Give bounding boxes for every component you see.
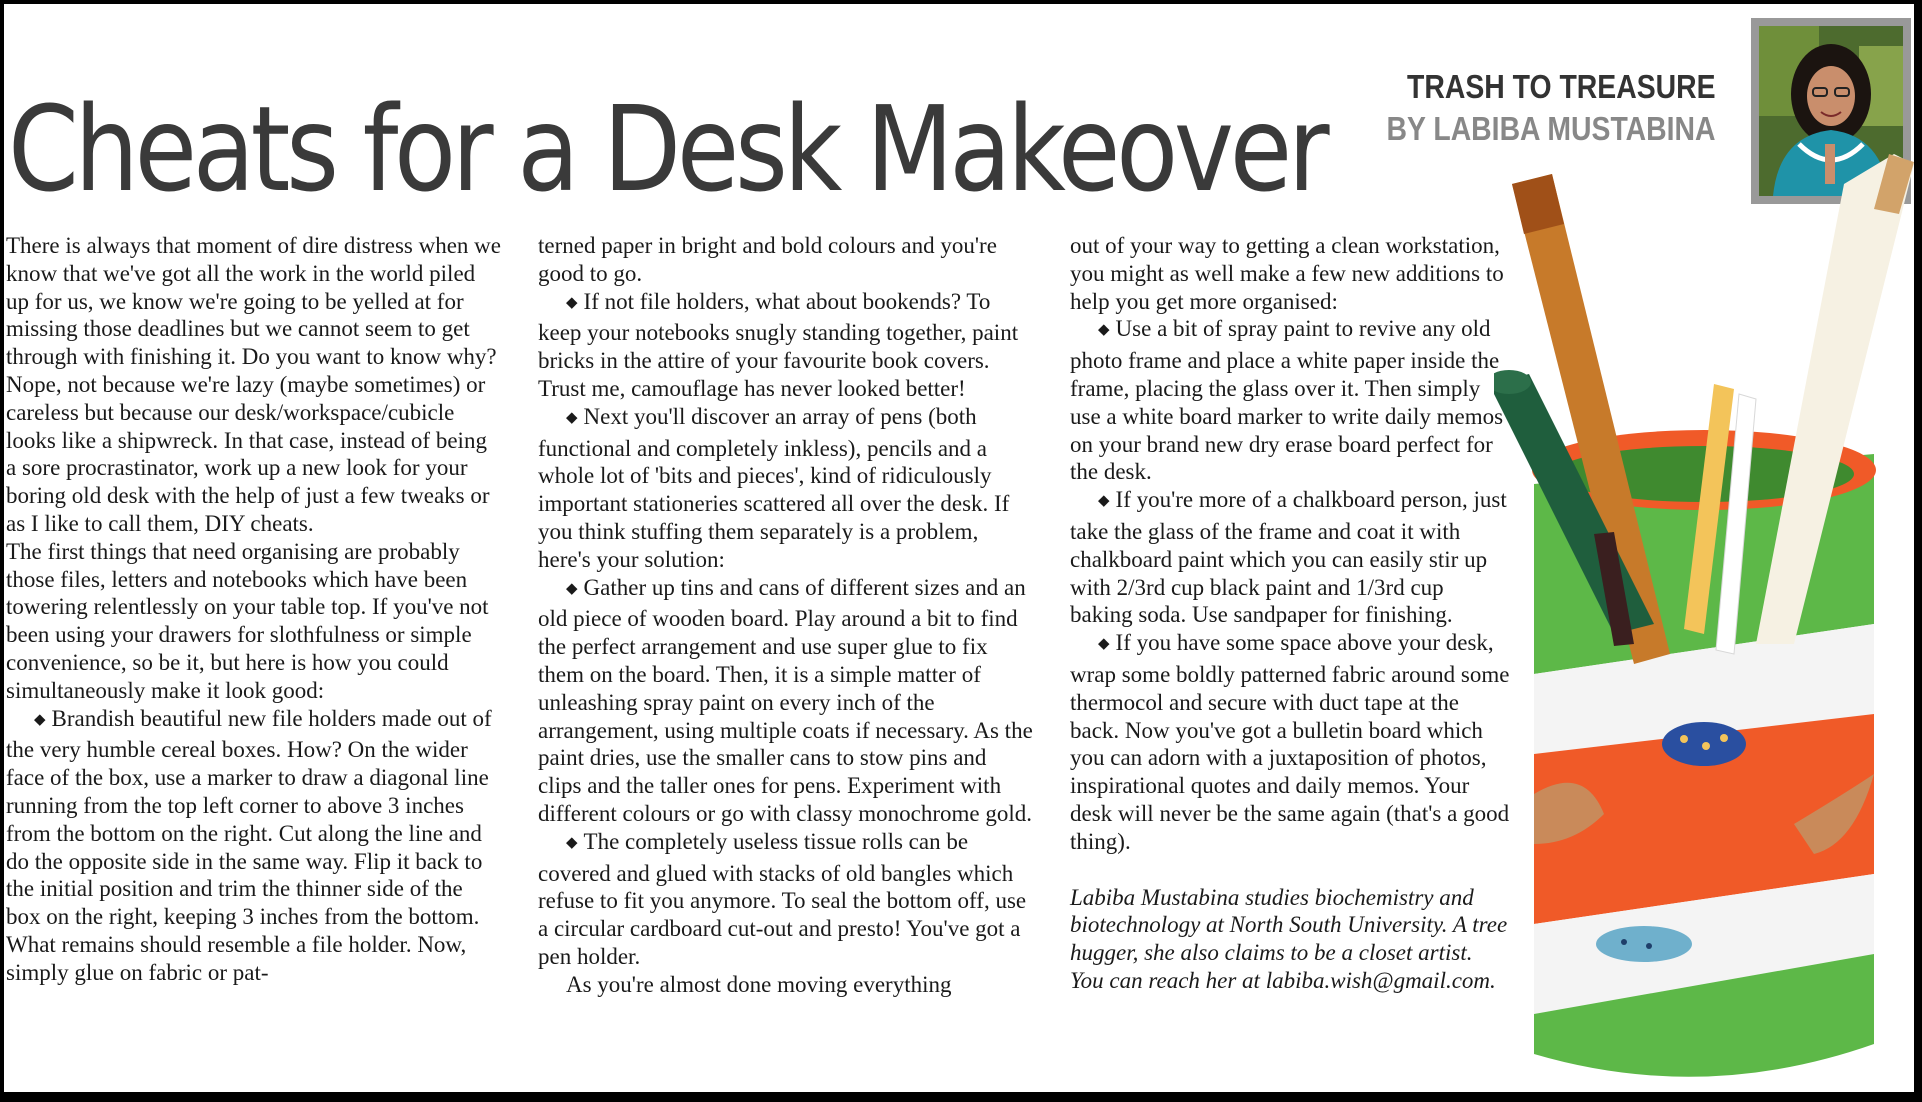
bullet-icon: ◆ — [1098, 636, 1110, 653]
newspaper-page — [4, 4, 1914, 1092]
paragraph-text: If not file holders, what about bookends? To keep your notebooks snugly standing together, paint bricks in the attire of your favourite book covers. Trust me, camouflage has never looked better! — [538, 288, 1019, 401]
paragraph — [6, 538, 501, 705]
article-column-1 — [6, 232, 501, 987]
article-column-2 — [538, 232, 1033, 999]
bullet-icon: ◆ — [34, 711, 46, 728]
paragraph — [1070, 232, 1510, 315]
paragraph — [538, 971, 1033, 999]
bullet-icon: ◆ — [1098, 493, 1110, 510]
byline-block — [1387, 66, 1716, 150]
paragraph-text: As you're almost done moving everything — [566, 971, 952, 997]
paragraph-text: The completely useless tissue rolls can be covered and glued with stacks of old bangles which refuse to fit you anymore. To seal the bottom off, use a circular cardboard cut-out and presto! You've got a pen holder. — [538, 828, 1027, 969]
bullet-icon: ◆ — [1098, 322, 1110, 339]
paragraph-text: If you have some space above your desk, wrap some boldly patterned fabric around some thermocol and secure with duct tape at the back. Now you've got a bulletin board which you can adorn with a juxtaposition of photos, inspirational quotes and daily memos. Your desk will never be the same again (that's a good thing). — [1070, 630, 1510, 854]
section-title: TRASH TO TREASURE — [1407, 68, 1716, 105]
bullet-icon: ◆ — [566, 580, 578, 597]
bullet-icon: ◆ — [566, 409, 578, 426]
author-bio: Labiba Mustabina studies biochemistry and biotechnology at North South University. A tree hugger, she also claims to be a closet artist. You can reach her at labiba.wish@gmail.com. — [1070, 884, 1508, 993]
paragraph-text: Use a bit of spray paint to revive any old photo frame and place a white paper inside the frame, placing the glass over it. Then simply use a white board marker to write daily memos on your brand new dry erase board perfect for the desk. — [1070, 316, 1504, 485]
paragraph — [6, 705, 501, 987]
paragraph — [6, 232, 501, 538]
headline: Cheats for a Desk Makeover — [8, 80, 1326, 218]
paragraph-text: out of your way to getting a clean workstation, you might as well make a few new additions to help you get more organised: — [1070, 233, 1504, 314]
paragraph — [1070, 315, 1510, 486]
paragraph-text: The first things that need organising are probably those files, letters and notebooks which have been towering relentlessly on your table top. If you've not been using your drawers for slothfulness or simple convenience, so be it, but here is how you could simultaneously make it look good: — [6, 538, 489, 703]
paragraph — [538, 232, 1033, 288]
bullet-icon: ◆ — [566, 834, 578, 851]
author-byline: BY LABIBA MUSTABINA — [1387, 110, 1716, 147]
paragraph-text: Next you'll discover an array of pens (both functional and completely inkless), pencils and a whole lot of 'bits and pieces', kind of ridiculously important stationeries scattered all over the desk. If you think stuffing them separately is a problem, here's your solution: — [538, 403, 1010, 572]
paragraph-text: There is always that moment of dire distress when we know that we've got all the work in the world piled up for us, we know we're going to be yelled at for missing those deadlines but we cannot seem to get through with finishing it. Do you want to know why? Nope, not because we're lazy (maybe sometimes) or careless but because our desk/workspace/cubicle looks like a shipwreck. In that case, instead of being a sore procrastinator, work up a new look for your boring old desk with the help of just a few tweaks or as I like to call them, DIY cheats. — [6, 233, 502, 536]
paragraph — [538, 288, 1033, 403]
paragraph — [538, 574, 1033, 828]
paragraph-text: terned paper in bright and bold colours and you're good to go. — [538, 233, 997, 286]
bullet-icon: ◆ — [566, 294, 578, 311]
paragraph — [538, 403, 1033, 574]
paragraph — [538, 828, 1033, 971]
article-column-3 — [1070, 232, 1510, 995]
pen-holder-photo-icon — [1494, 154, 1914, 1092]
paragraph — [1070, 486, 1510, 629]
paragraph-text: Gather up tins and cans of different sizes and an old piece of wooden board. Play around a bit to find the perfect arrangement and use super glue to fix them on the board. Then, it is a simple matter of unleashing spray paint on every inch of the arrangement, using multiple coats if necessary. As the paint dries, use the smaller cans to stow pins and clips and the taller ones for pens. Experiment with different colours or go with classy monochrome gold. — [538, 574, 1033, 826]
paragraph-text: Brandish beautiful new file holders made out of the very humble cereal boxes. How? On the wider face of the box, use a marker to draw a diagonal line running from the top left corner to above 3 inches from the bottom on the right. Cut along the line and do the opposite side in the same way. Flip it back to the initial position and trim the thinner side of the box on the right, keeping 3 inches from the bottom. What remains should resemble a file holder. Now, simply glue on fabric or pat- — [6, 705, 492, 985]
paragraph — [1070, 629, 1510, 855]
paragraph-text: If you're more of a chalkboard person, just take the glass of the frame and coat it with chalkboard paint which you can easily stir up with 2/3rd cup black paint and 1/3rd cup baking soda. Use sandpaper for finishing. — [1070, 487, 1507, 628]
